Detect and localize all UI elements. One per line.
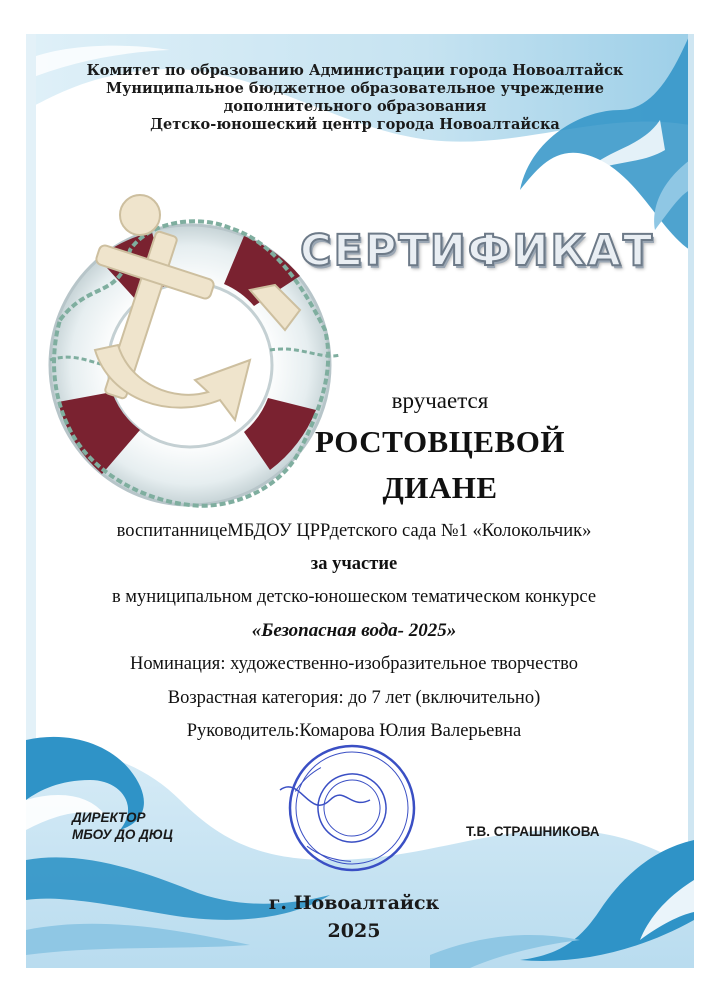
year: 2025: [327, 920, 381, 942]
participation-line: за участие: [310, 554, 398, 574]
pupil-of-line: воспитанницеМБДОУ ЦРРдетского сада №1 «Колокольчик»: [116, 521, 592, 541]
certificate-title: СЕРТИФИКАТ: [300, 226, 655, 276]
organization-institution: Муниципальное бюджетное образовательное учреждение: [106, 80, 604, 97]
awarded-label: вручается: [391, 388, 489, 413]
age-category-line: Возрастная категория: до 7 лет (включительно): [167, 688, 541, 708]
director-organization: МБОУ ДО ДЮЦ: [72, 827, 173, 842]
recipient-name: ДИАНЕ: [382, 470, 498, 505]
contest-name: «Безопасная вода- 2025»: [251, 620, 457, 641]
director-name: Т.В. СТРАШНИКОВА: [466, 824, 600, 839]
supervisor-line: Руководитель:Комарова Юлия Валерьевна: [186, 721, 522, 741]
recipient-surname: РОСТОВЦЕВОЙ: [315, 424, 565, 459]
director-title: ДИРЕКТОР: [72, 810, 146, 825]
organization-center: Детско-юношеский центр города Новоалтайска: [150, 116, 560, 133]
nomination-line: Номинация: художественно-изобразительное творчество: [130, 654, 578, 674]
city: г. Новоалтайск: [268, 892, 440, 914]
organization-institution-cont: дополнительного образования: [223, 98, 487, 115]
director-position: [72, 809, 192, 843]
contest-intro-line: в муниципальном детско-юношеском тематическом конкурсе: [111, 587, 597, 607]
organization-committee: Комитет по образованию Администрации города Новоалтайск: [86, 62, 624, 79]
